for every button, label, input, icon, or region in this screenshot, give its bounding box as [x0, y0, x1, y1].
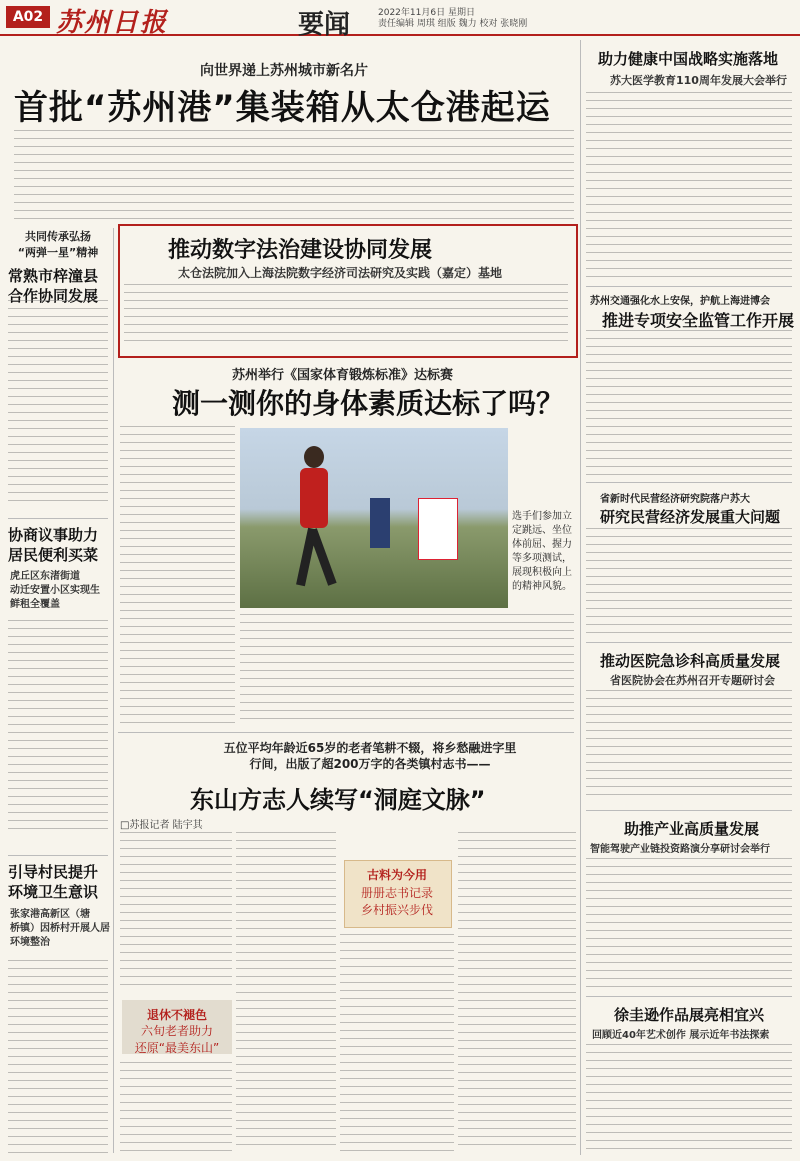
divider: [586, 810, 792, 811]
divider: [586, 642, 792, 643]
issue-date: 2022年11月6日 星期日: [378, 8, 475, 18]
right-r1-title: 助力健康中国战略实施落地: [598, 50, 779, 68]
divider: [586, 286, 792, 287]
right-r2-body: [586, 330, 792, 476]
divider: [586, 996, 792, 997]
right-r5-sub: 智能驾驶产业链投资路演分享研讨会举行: [590, 844, 770, 855]
divider: [8, 518, 108, 519]
left-a2-title: 协商议事助力 居民便利买菜: [8, 526, 99, 564]
dongshan-headline: 东山方志人续写“洞庭文脉”: [190, 786, 486, 814]
right-r6-body: [586, 1044, 792, 1154]
fitness-photo: [240, 428, 508, 608]
dongshan-kicker: 五位平均年龄近65岁的老者笔耕不辍，将乡愁融进字里 行间，出版了超200万字的各类镇村志书——: [223, 741, 517, 771]
right-r4-sub: 省医院协会在苏州召开专题研讨会: [610, 674, 775, 687]
divider: [118, 732, 574, 733]
dongshan-body-3: [340, 934, 454, 1152]
digital-body: [124, 284, 568, 348]
lead-kicker: 向世界递上苏州城市新名片: [200, 63, 368, 79]
sign-board: [418, 498, 458, 560]
fitness-kicker: 苏州举行《国家体育锻炼标准》达标赛: [232, 368, 454, 383]
left-a3-sub: 张家港高新区（塘 桥镇）因桥村开展人居 环境整治: [10, 909, 110, 948]
left-a2-sub: 虎丘区东渚街道 动迁安置小区实现生 鲜租全覆盖: [10, 571, 100, 610]
right-r2-kicker: 苏州交通强化水上安保，护航上海进博会: [590, 296, 770, 307]
digital-headline: 推动数字法治建设协同发展: [168, 238, 433, 263]
dateline: [378, 8, 528, 30]
right-r1-sub: 苏大医学教育110周年发展大会举行: [610, 74, 787, 87]
dongshan-body-2: [236, 832, 336, 1152]
right-r4-body: [586, 690, 792, 802]
quote1-body: 册册志书记录 乡村振兴步伐: [360, 886, 433, 917]
column-rule: [580, 40, 581, 1155]
right-r3-body: [586, 528, 792, 638]
runner-figure: [304, 446, 324, 468]
right-r4-title: 推动医院急诊科高质量发展: [600, 652, 781, 670]
right-r3-kicker: 省新时代民营经济研究院落户苏大: [600, 494, 750, 505]
fitness-body: [240, 614, 574, 726]
divider: [586, 482, 792, 483]
left-a2-body: [8, 620, 108, 830]
fitness-headline: 测一测你的身体素质达标了吗？: [172, 387, 565, 420]
left-a1-title: 常熟市梓潼县 合作协同发展: [8, 267, 99, 305]
right-r6-title: 徐圭逊作品展亮相宜兴: [614, 1006, 765, 1024]
column-rule: [113, 228, 114, 1153]
fitness-body-left: [120, 426, 235, 728]
left-a3-title: 引导村民提升 环境卫生意识: [8, 863, 99, 901]
page-number: A02: [6, 6, 50, 28]
divider: [8, 855, 108, 856]
right-r1-body: [586, 92, 792, 278]
right-r5-title: 助推产业高质量发展: [624, 820, 760, 838]
right-r2-title: 推进专项安全监管工作开展: [602, 311, 795, 330]
left-a3-body: [8, 960, 108, 1155]
section-title: 要闻: [298, 10, 351, 40]
dongshan-byline: □苏报记者 陆宇其: [120, 820, 203, 831]
lead-body-text: [14, 130, 574, 220]
left-a1-kicker: 共同传承弘扬: [25, 230, 91, 243]
quote1-head: 古料为今用: [366, 868, 427, 882]
left-column: [8, 228, 108, 306]
editor-credits: 责任编辑 周琪 组版 魏力 校对 张晓刚: [378, 19, 528, 29]
right-r5-body: [586, 858, 792, 988]
right-r3-title: 研究民营经济发展重大问题: [600, 508, 781, 526]
fitness-photo-caption: 选手们参加立定跳远、坐位体前屈、握力等多项测试，展现积极向上的精神风貌。: [512, 511, 572, 592]
lead-headline: 首批“苏州港”集装箱从太仓港起运: [14, 88, 551, 128]
quote2-head: 退休不褪色: [146, 1008, 207, 1022]
quote2-body: 六旬老者助力 还原“最美东山”: [134, 1024, 220, 1055]
digital-subhead: 太仓法院加入上海法院数字经济司法研究及实践（嘉定）基地: [178, 266, 503, 280]
paper-logo: 苏州日报: [56, 8, 169, 38]
left-a1-kicker2: “两弹一星”精神: [17, 246, 99, 259]
dongshan-body-4: [120, 1062, 232, 1154]
dongshan-body-5: [458, 832, 576, 1152]
left-a1-body: [8, 300, 108, 505]
dongshan-body-1: [120, 832, 232, 992]
right-r6-sub: 回顾近40年艺术创作 展示近年书法探索: [592, 1030, 770, 1041]
